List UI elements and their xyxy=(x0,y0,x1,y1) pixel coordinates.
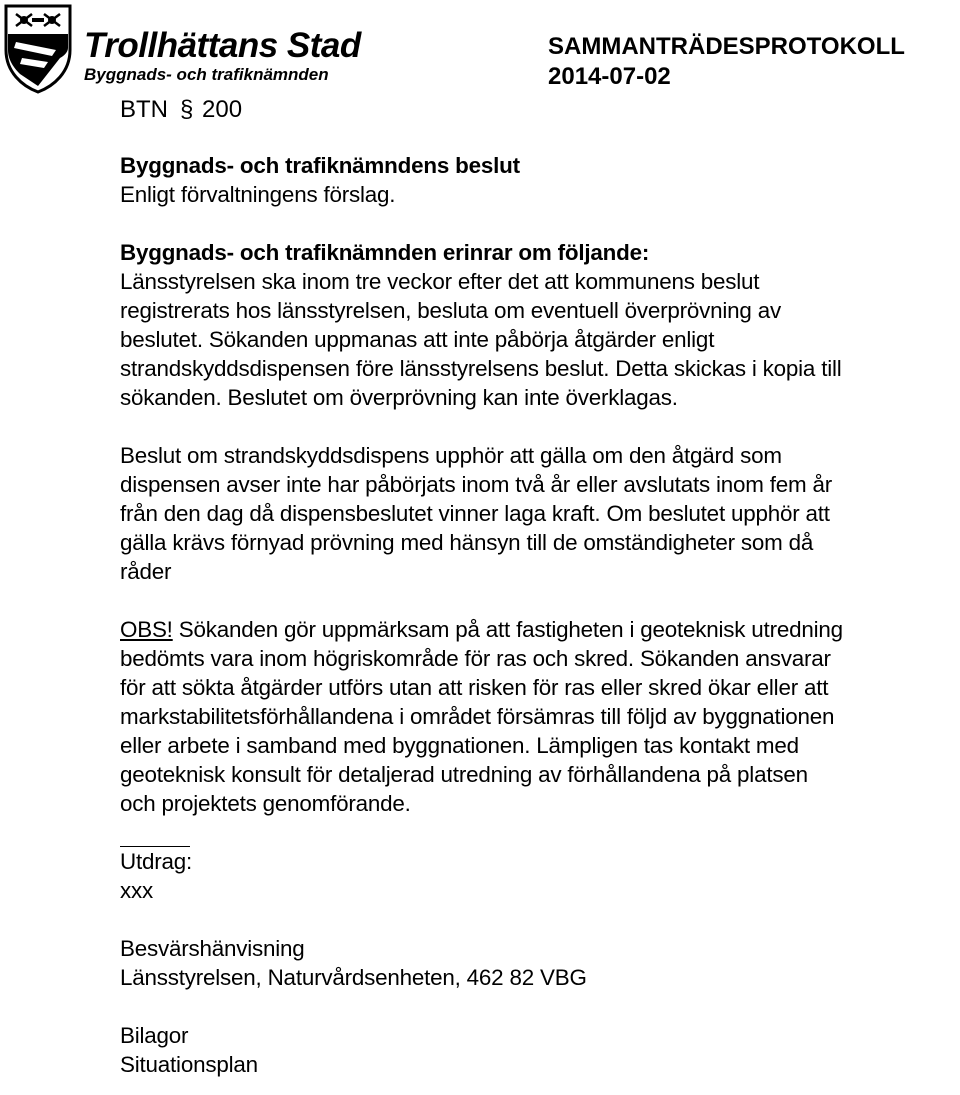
notice-first-line xyxy=(120,615,960,644)
dispensation-paragraph xyxy=(120,441,960,586)
reference-number: 200 xyxy=(202,96,243,123)
municipal-coat-of-arms-logo xyxy=(2,2,74,94)
extract-value: xxx xyxy=(120,878,153,903)
paragraph-line: beslutet. Sökanden uppmanas att inte påbörja åtgärder enligt xyxy=(120,327,715,352)
paragraph-line: Länsstyrelsen ska inom tre veckor efter det att kommunens beslut xyxy=(120,269,760,294)
paragraph-line: Beslut om strandskyddsdispens upphör att gälla om den åtgärd som xyxy=(120,443,782,468)
appeal-label: Besvärshänvisning xyxy=(120,936,305,961)
document-date: 2014-07-02 xyxy=(548,63,671,90)
obs-label: OBS! xyxy=(120,617,173,642)
decision-text: Enligt förvaltningens förslag. xyxy=(120,182,396,207)
paragraph-line: sökanden. Beslutet om överprövning kan inte överklagas. xyxy=(120,385,678,410)
paragraph-line: råder xyxy=(120,559,172,584)
reminder-paragraph xyxy=(120,267,960,412)
paragraph-line: och projektets genomförande. xyxy=(120,791,411,816)
paragraph-line: bedömts vara inom högriskområde för ras och skred. Sökanden ansvarar xyxy=(120,646,831,671)
extract-label: Utdrag: xyxy=(120,849,193,874)
appeal-address: Länsstyrelsen, Naturvårdsenheten, 462 82 VBG xyxy=(120,965,587,990)
paragraph-line: eller arbete i samband med byggnationen. Lämpligen tas kontakt med xyxy=(120,733,799,758)
paragraph-line: för att sökta åtgärder utförs utan att risken för ras eller skred ökar eller att xyxy=(120,675,829,700)
document-body xyxy=(120,151,960,1079)
paragraph-line: dispensen avser inte har påbörjats inom två år eller avslutats inom fem år xyxy=(120,472,832,497)
attachments-label: Bilagor xyxy=(120,1023,189,1048)
reminder-heading: Byggnads- och trafiknämnden erinrar om följande: xyxy=(120,240,650,265)
paragraph-line: från den dag då dispensbeslutet vinner laga kraft. Om beslutet upphör att xyxy=(120,501,830,526)
notice-paragraph xyxy=(120,615,960,818)
brand-subtitle: Byggnads- och trafiknämnden xyxy=(84,65,329,84)
reference-label: BTN xyxy=(120,96,168,123)
paragraph-line: markstabilitetsförhållandena i området försämras till följd av byggnationen xyxy=(120,704,835,729)
attachment-item: Situationsplan xyxy=(120,1052,258,1077)
paragraph-line: strandskyddsdispensen före länsstyrelsens beslut. Detta skickas i kopia till xyxy=(120,356,842,381)
decision-heading: Byggnads- och trafiknämndens beslut xyxy=(120,153,520,178)
notice-first-line-text: Sökanden gör uppmärksam på att fastigheten i geoteknisk utredning xyxy=(178,617,843,642)
paragraph-line: gälla krävs förnyad prövning med hänsyn till de omständigheter som då xyxy=(120,530,814,555)
brand-name: Trollhättans Stad xyxy=(84,26,361,65)
section-symbol: § xyxy=(180,96,194,123)
paragraph-line: registrerats hos länsstyrelsen, besluta om eventuell överprövning av xyxy=(120,298,781,323)
section-reference xyxy=(120,95,242,125)
paragraph-line: geoteknisk konsult för detaljerad utredning av förhållandena på platsen xyxy=(120,762,808,787)
document-type: SAMMANTRÄDESPROTOKOLL xyxy=(548,33,905,60)
